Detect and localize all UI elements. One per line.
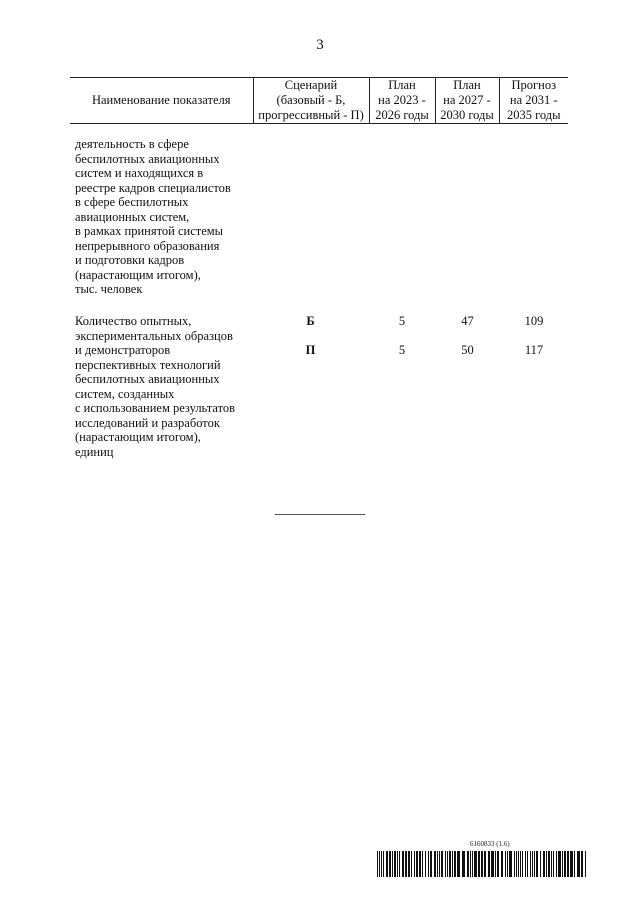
barcode-bar <box>495 851 496 877</box>
barcode-bar <box>574 851 575 877</box>
column-header-scenario: Сценарий (базовый - Б, прогрессивный - П) <box>253 78 369 124</box>
barcode-bar <box>488 851 490 877</box>
barcode-bar <box>585 851 586 877</box>
column-header-forecast-2031-2035: Прогноз на 2031 - 2035 годы <box>499 78 568 124</box>
barcode-bar <box>439 851 440 877</box>
barcode-bar <box>546 851 547 877</box>
value-progressive-2027-2030: 50 <box>461 343 474 357</box>
value-progressive-2031-2035: 117 <box>524 343 544 357</box>
barcode-bar <box>505 851 506 877</box>
barcode-bar <box>509 851 512 877</box>
barcode-bar <box>518 851 519 877</box>
barcode-bar <box>454 851 456 877</box>
barcode-bar <box>516 851 517 877</box>
barcode-bar <box>514 851 515 877</box>
barcode-bar <box>449 851 451 877</box>
barcode-bar <box>470 851 471 877</box>
barcode-icon <box>377 851 589 877</box>
barcode-bar <box>478 851 480 877</box>
barcode-bar <box>536 851 538 877</box>
table-row-prototypes-name: Количество опытных, экспериментальных образцов и демонстраторов перспективных технологий беспилотных авиационных систем, созданных с использованием результатов исследований и разработок (нарастающим итогом), единиц <box>75 314 236 459</box>
barcode-bar <box>556 851 557 877</box>
barcode-bar <box>570 851 573 877</box>
barcode-bar <box>525 851 526 877</box>
barcode-bar <box>491 851 494 877</box>
barcode-bar <box>530 851 531 877</box>
barcode-bar <box>425 851 426 877</box>
barcode-bar <box>430 851 432 877</box>
barcode-bar <box>497 851 499 877</box>
barcode-bar <box>540 851 541 877</box>
barcode-bar <box>457 851 460 877</box>
barcode-bar <box>379 851 380 877</box>
barcode-bar <box>532 851 533 877</box>
barcode-bar <box>553 851 554 877</box>
scenario-basic: Б <box>306 314 315 328</box>
barcode-bar <box>558 851 561 877</box>
barcode-bar <box>520 851 521 877</box>
barcode-bar <box>467 851 469 877</box>
barcode-bar <box>507 851 508 877</box>
barcode-bar <box>543 851 545 877</box>
barcode-bar <box>481 851 483 877</box>
barcode-bar <box>414 851 415 877</box>
barcode-bar <box>437 851 438 877</box>
barcode-bar <box>383 851 384 877</box>
barcode-bar <box>522 851 523 877</box>
barcode-bar <box>562 851 563 877</box>
barcode-bar <box>411 851 412 877</box>
barcode-bar <box>434 851 436 877</box>
barcode-bar <box>422 851 423 877</box>
barcode-bar <box>534 851 535 877</box>
barcode-bar <box>389 851 391 877</box>
barcode-bar <box>447 851 448 877</box>
barcode-bar <box>392 851 393 877</box>
end-separator-line <box>275 514 365 515</box>
scenario-progressive: П <box>305 343 316 357</box>
value-basic-2023-2026: 5 <box>398 314 406 328</box>
barcode-bar <box>408 851 410 877</box>
barcode-bar <box>462 851 465 877</box>
barcode-bar <box>452 851 453 877</box>
barcode-bar <box>377 851 378 877</box>
barcode-bar <box>564 851 566 877</box>
barcode-bar <box>551 851 552 877</box>
barcode-bar <box>441 851 443 877</box>
barcode-bar <box>381 851 382 877</box>
barcode-bar <box>397 851 398 877</box>
barcode-bar <box>577 851 580 877</box>
page-number: 3 <box>316 37 324 53</box>
column-header-indicator-name: Наименование показателя <box>70 78 253 124</box>
value-basic-2027-2030: 47 <box>461 314 474 328</box>
barcode-bar <box>399 851 400 877</box>
barcode-bar <box>428 851 429 877</box>
indicator-table-header <box>70 77 568 124</box>
barcode-bar <box>527 851 528 877</box>
value-progressive-2023-2026: 5 <box>398 343 406 357</box>
value-basic-2031-2035: 109 <box>524 314 544 328</box>
barcode-bar <box>394 851 396 877</box>
barcode-bar <box>501 851 503 877</box>
barcode-bar <box>405 851 407 877</box>
barcode-bar <box>419 851 421 877</box>
barcode-bar <box>484 851 486 877</box>
column-header-plan-2027-2030: План на 2027 - 2030 годы <box>435 78 499 124</box>
barcode-bar <box>445 851 446 877</box>
table-row-continuation-name: деятельность в сфере беспилотных авиационных систем и находящихся в реестре кадров специалистов в сфере беспилотных авиационных систем, в рамках принятой системы непрерывного образования и подготовки кадров (нарастающим итогом), тыс. человек <box>75 137 231 296</box>
barcode-bar <box>402 851 404 877</box>
column-header-plan-2023-2026: План на 2023 - 2026 годы <box>369 78 435 124</box>
barcode-bar <box>474 851 477 877</box>
barcode-bar <box>548 851 550 877</box>
barcode-bar <box>386 851 388 877</box>
barcode-bar <box>567 851 569 877</box>
barcode-bar <box>472 851 473 877</box>
barcode-bar <box>416 851 418 877</box>
barcode-bar <box>581 851 583 877</box>
document-code: 6160833 (1.6) <box>470 840 510 848</box>
